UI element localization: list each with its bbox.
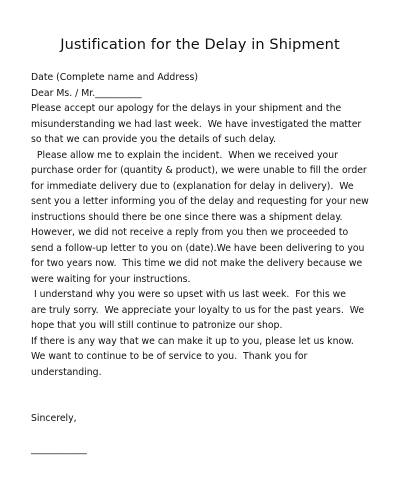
body-line: are truly sorry. We appreciate your loyalty to us for the past years. We: [31, 304, 365, 316]
blank-line: [31, 427, 376, 443]
body-line: I understand why you were so upset with us last week. For this we: [31, 289, 346, 300]
body-line: for immediate delivery due to (explanation for delay in delivery). We: [31, 180, 354, 192]
body-line: We want to continue to be of service to you. Thank you for: [31, 351, 308, 362]
body-line: sent you a letter informing you of the delay and requesting for your new: [31, 196, 369, 207]
blank-line: [31, 396, 376, 412]
closing-line: Sincerely,: [31, 413, 77, 424]
body-line: for two years now. This time we did not make the delivery because we: [31, 258, 363, 269]
body-line: instructions should there be one since there was a shipment delay.: [31, 211, 343, 223]
blank-line: [31, 380, 376, 396]
salutation-line: Dear Ms. / Mr.__________: [31, 87, 142, 99]
body-line: were waiting for your instructions.: [31, 273, 191, 285]
body-line: misunderstanding we had last week. We have investigated the matter: [31, 118, 362, 130]
body-line: However, we did not receive a reply from you then we proceeded to: [31, 227, 349, 238]
letter-body: [31, 70, 376, 458]
body-line: so that we can provide you the details of such delay.: [31, 134, 276, 145]
date-line: Date (Complete name and Address): [31, 72, 198, 83]
document-title: Justification for the Delay in Shipment: [60, 37, 340, 53]
body-line: hope that you will still continue to patronize our shop.: [31, 320, 283, 331]
body-line: If there is any way that we can make it up to you, please let us know.: [31, 335, 354, 347]
signature-line: ____________: [31, 444, 87, 455]
body-line: send a follow-up letter to you on (date).We have been delivering to you: [31, 242, 365, 254]
body-line: Please allow me to explain the incident. When we received your: [31, 149, 338, 161]
body-line: purchase order for (quantity & product), we were unable to fill the order: [31, 165, 367, 176]
body-line: understanding.: [31, 366, 102, 378]
body-line: Please accept our apology for the delays in your shipment and the: [31, 103, 342, 114]
